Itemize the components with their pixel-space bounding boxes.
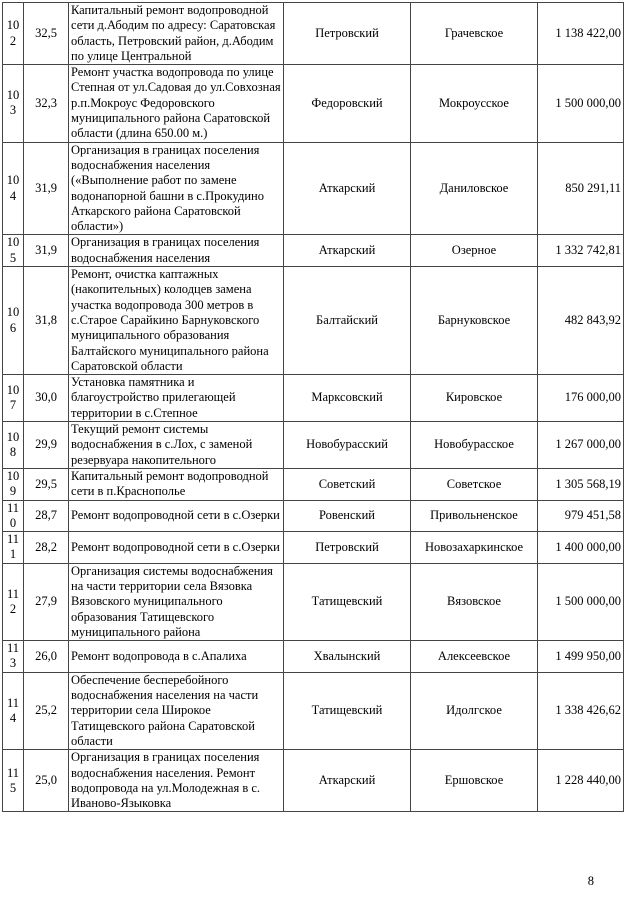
cell-amount: 1 305 568,19 <box>538 468 624 500</box>
cell-district: Федоровский <box>284 65 411 142</box>
cell-score: 29,9 <box>24 422 69 469</box>
table-row <box>3 532 624 564</box>
cell-settlement: Новозахаркинское <box>411 532 538 564</box>
cell-district: Марксовский <box>284 375 411 422</box>
cell-amount: 1 332 742,81 <box>538 235 624 267</box>
cell-description: Организация в границах поселения водоснабжения населения. Ремонт водопровода на ул.Молодежная в с. Иваново-Языковка <box>69 750 284 812</box>
cell-score: 31,9 <box>24 235 69 267</box>
cell-amount: 1 338 426,62 <box>538 672 624 749</box>
cell-score: 25,2 <box>24 672 69 749</box>
cell-row-number: 109 <box>3 468 24 500</box>
cell-description: Текущий ремонт системы водоснабжения в с.Лох, с заменой резервуара накопительного <box>69 422 284 469</box>
cell-score: 30,0 <box>24 375 69 422</box>
table-row <box>3 563 624 640</box>
table-row <box>3 65 624 142</box>
cell-row-number: 112 <box>3 563 24 640</box>
cell-row-number: 111 <box>3 532 24 564</box>
cell-district: Аткарский <box>284 750 411 812</box>
cell-settlement: Барнуковское <box>411 267 538 375</box>
cell-district: Новобурасский <box>284 422 411 469</box>
table-row <box>3 267 624 375</box>
table-row <box>3 235 624 267</box>
cell-row-number: 115 <box>3 750 24 812</box>
cell-district: Хвалынский <box>284 641 411 673</box>
table-body <box>3 3 624 812</box>
cell-amount: 850 291,11 <box>538 142 624 235</box>
cell-description: Капитальный ремонт водопроводной сети д.Абодим по адресу: Саратовская область, Петровский район, д.Абодим по улице Центральной <box>69 3 284 65</box>
page-number: 8 <box>587 874 594 888</box>
cell-row-number: 108 <box>3 422 24 469</box>
cell-settlement: Советское <box>411 468 538 500</box>
cell-settlement: Грачевское <box>411 3 538 65</box>
cell-score: 25,0 <box>24 750 69 812</box>
cell-district: Аткарский <box>284 142 411 235</box>
table-row <box>3 500 624 532</box>
cell-row-number: 102 <box>3 3 24 65</box>
cell-row-number: 103 <box>3 65 24 142</box>
table-row <box>3 422 624 469</box>
cell-settlement: Привольненское <box>411 500 538 532</box>
cell-settlement: Озерное <box>411 235 538 267</box>
cell-row-number: 113 <box>3 641 24 673</box>
table-row <box>3 375 624 422</box>
cell-row-number: 106 <box>3 267 24 375</box>
cell-amount: 1 499 950,00 <box>538 641 624 673</box>
cell-score: 31,9 <box>24 142 69 235</box>
cell-row-number: 110 <box>3 500 24 532</box>
cell-score: 31,8 <box>24 267 69 375</box>
projects-table <box>2 2 624 812</box>
cell-amount: 1 500 000,00 <box>538 65 624 142</box>
cell-district: Петровский <box>284 3 411 65</box>
cell-district: Аткарский <box>284 235 411 267</box>
cell-settlement: Алексеевское <box>411 641 538 673</box>
cell-description: Обеспечение бесперебойного водоснабжения населения на части территории села Широкое Татищевского района Саратовской области <box>69 672 284 749</box>
cell-amount: 1 138 422,00 <box>538 3 624 65</box>
table-row <box>3 750 624 812</box>
table-row <box>3 3 624 65</box>
cell-amount: 482 843,92 <box>538 267 624 375</box>
table-row <box>3 641 624 673</box>
cell-score: 32,3 <box>24 65 69 142</box>
cell-score: 27,9 <box>24 563 69 640</box>
cell-amount: 176 000,00 <box>538 375 624 422</box>
cell-district: Татищевский <box>284 672 411 749</box>
cell-description: Организация в границах поселения водоснабжения населения («Выполнение работ по замене водонапорной башни в с.Прокудино Аткарского района Саратовской области») <box>69 142 284 235</box>
cell-description: Установка памятника и благоустройство прилегающей территории в с.Степное <box>69 375 284 422</box>
cell-description: Организация системы водоснабжения на части территории села Вязовка Вязовского муниципального образования Татищевского муниципального района <box>69 563 284 640</box>
cell-row-number: 105 <box>3 235 24 267</box>
cell-description: Ремонт участка водопровода по улице Степная от ул.Садовая до ул.Совхозная р.п.Мокроус Федоровского муниципального района Саратовской области (длина 650.00 м.) <box>69 65 284 142</box>
cell-settlement: Вязовское <box>411 563 538 640</box>
cell-settlement: Даниловское <box>411 142 538 235</box>
cell-description: Организация в границах поселения водоснабжения населения <box>69 235 284 267</box>
cell-amount: 1 228 440,00 <box>538 750 624 812</box>
cell-score: 29,5 <box>24 468 69 500</box>
cell-row-number: 104 <box>3 142 24 235</box>
cell-district: Балтайский <box>284 267 411 375</box>
cell-settlement: Новобурасское <box>411 422 538 469</box>
cell-amount: 979 451,58 <box>538 500 624 532</box>
cell-description: Ремонт водопроводной сети в с.Озерки <box>69 500 284 532</box>
cell-description: Ремонт водопровода в с.Апалиха <box>69 641 284 673</box>
cell-score: 28,2 <box>24 532 69 564</box>
cell-description: Ремонт водопроводной сети в с.Озерки <box>69 532 284 564</box>
table-row <box>3 142 624 235</box>
cell-district: Татищевский <box>284 563 411 640</box>
cell-amount: 1 400 000,00 <box>538 532 624 564</box>
cell-settlement: Ершовское <box>411 750 538 812</box>
cell-settlement: Мокроусское <box>411 65 538 142</box>
cell-district: Петровский <box>284 532 411 564</box>
table-row <box>3 468 624 500</box>
table-row <box>3 672 624 749</box>
cell-score: 28,7 <box>24 500 69 532</box>
cell-settlement: Идолгское <box>411 672 538 749</box>
cell-amount: 1 500 000,00 <box>538 563 624 640</box>
cell-score: 32,5 <box>24 3 69 65</box>
cell-row-number: 114 <box>3 672 24 749</box>
cell-description: Капитальный ремонт водопроводной сети в п.Краснополье <box>69 468 284 500</box>
cell-settlement: Кировское <box>411 375 538 422</box>
cell-district: Советский <box>284 468 411 500</box>
cell-amount: 1 267 000,00 <box>538 422 624 469</box>
cell-row-number: 107 <box>3 375 24 422</box>
cell-score: 26,0 <box>24 641 69 673</box>
cell-description: Ремонт, очистка каптажных (накопительных) колодцев замена участка водопровода 300 метров в с.Старое Сарайкино Барнуковского муниципального образования Балтайского муниципального района Саратовской области <box>69 267 284 375</box>
cell-district: Ровенский <box>284 500 411 532</box>
